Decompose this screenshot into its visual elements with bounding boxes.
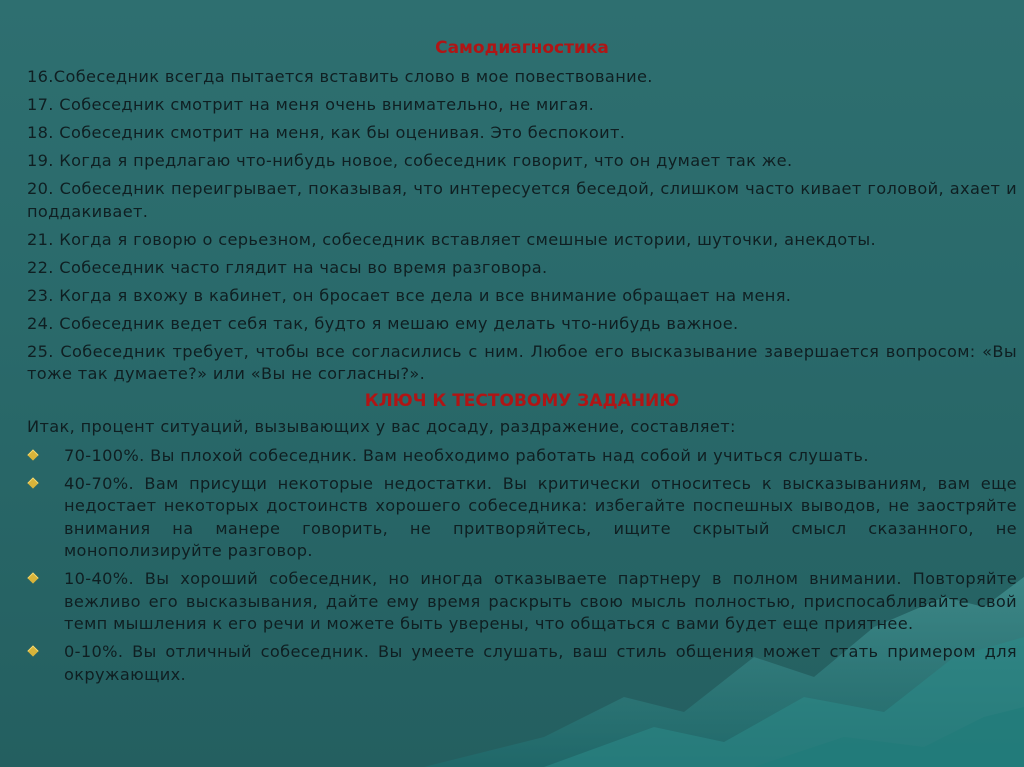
diamond-bullet-icon (27, 449, 38, 460)
diamond-bullet-icon (27, 477, 38, 488)
questions-list (27, 66, 1017, 386)
key-title: КЛЮЧ К ТЕСТОВОМУ ЗАДАНИЮ (364, 391, 680, 411)
result-text: 40-70%. Вам присущи некоторые недостатки. Вы критически относитесь к высказываниям, вам еще недостает некоторых достоинств хорошего собеседника: избегайте поспешных выводов, не заостряйте внимания на манере говорить, не притворяйтесь, ищите скрытый смысл сказанного, не монополизируйте разговор. (64, 473, 1017, 560)
question-item: 16.Собеседник всегда пытается вставить слово в мое повествование. (27, 67, 653, 86)
question-item: 25. Собеседник требует, чтобы все согласились с ним. Любое его высказывание завершается вопросом: «Вы тоже так думаете?» или «Вы не согласны?». (27, 341, 1017, 383)
key-intro: Итак, процент ситуаций, вызывающих у вас досаду, раздражение, составляет: (27, 417, 736, 436)
result-text: 70-100%. Вы плохой собеседник. Вам необходимо работать над собой и учиться слушать. (64, 445, 869, 465)
result-item (27, 641, 1017, 686)
question-item: 18. Собеседник смотрит на меня, как бы оценивая. Это беспокоит. (27, 123, 626, 142)
result-item (27, 445, 1017, 468)
question-item: 23. Когда я вхожу в кабинет, он бросает все дела и все внимание обращает на меня. (27, 285, 792, 305)
result-item (27, 473, 1017, 563)
result-item (27, 568, 1017, 636)
question-item: 20. Собеседник переигрывает, показывая, что интересуется беседой, слишком часто кивает головой, ахает и поддакивает. (27, 179, 1017, 221)
question-item: 21. Когда я говорю о серьезном, собеседник вставляет смешные истории, шуточки, анекдоты. (27, 229, 876, 249)
result-text: 10-40%. Вы хороший собеседник, но иногда отказываете партнеру в полном внимании. Повторяйте вежливо его высказывания, дайте ему время раскрыть свою мысль полностью, приспосабливайте свой темп мышления к его речи и можете быть уверены, что общаться с вами будет еще приятнее. (64, 569, 1017, 633)
slide-title: Самодиагностика (435, 38, 609, 58)
question-item: 24. Собеседник ведет себя так, будто я мешаю ему делать что-нибудь важное. (27, 313, 739, 333)
question-item: 22. Собеседник часто глядит на часы во время разговора. (27, 257, 548, 277)
question-item: 19. Когда я предлагаю что-нибудь новое, собеседник говорит, что он думает так же. (27, 151, 793, 170)
question-item: 17. Собеседник смотрит на меня очень внимательно, не мигая. (27, 95, 595, 114)
result-text: 0-10%. Вы отличный собеседник. Вы умеете слушать, ваш стиль общения может стать примером для окружающих. (64, 642, 1017, 684)
diamond-bullet-icon (27, 572, 38, 583)
slide-content (27, 38, 1017, 692)
diamond-bullet-icon (27, 645, 38, 656)
results-list (27, 445, 1017, 687)
